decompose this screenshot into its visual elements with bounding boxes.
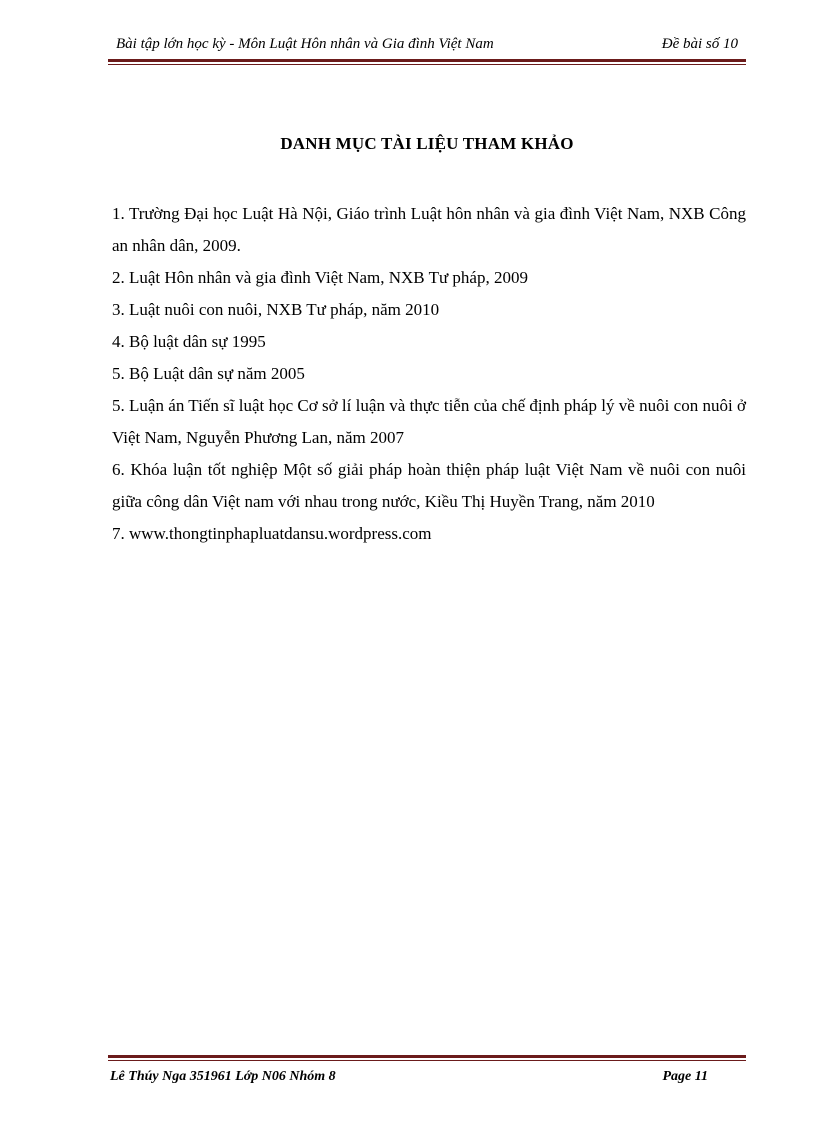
reference-item: 1. Trường Đại học Luật Hà Nội, Giáo trình Luật hôn nhân và gia đình Việt Nam, NXB Công an nhân dân, 2009. bbox=[112, 204, 746, 255]
page-header bbox=[108, 34, 746, 60]
reference-item: 5. Luận án Tiến sĩ luật học Cơ sở lí luận và thực tiễn của chế định pháp lý về nuôi con nuôi ở Việt Nam, Nguyễn Phương Lan, năm 2007 bbox=[112, 396, 746, 447]
reference-list bbox=[112, 198, 746, 550]
footer-page-number: Page 11 bbox=[662, 1069, 708, 1084]
reference-item-url: 7. www.thongtinphapluatdansu.wordpress.com bbox=[112, 524, 432, 543]
page-footer bbox=[108, 1055, 746, 1095]
header-rule-thin bbox=[108, 64, 746, 65]
page-title: DANH MỤC TÀI LIỆU THAM KHẢO bbox=[280, 134, 574, 153]
reference-item: 5. Bộ Luật dân sự năm 2005 bbox=[112, 364, 305, 383]
header-rule-thick bbox=[108, 59, 746, 62]
footer-rule-thick bbox=[108, 1055, 746, 1058]
reference-item: 6. Khóa luận tốt nghiệp Một số giải pháp hoàn thiện pháp luật Việt Nam về nuôi con nuôi giữa công dân Việt nam với nhau trong nước, Kiều Thị Huyền Trang, năm 2010 bbox=[112, 460, 746, 511]
reference-item: 4. Bộ luật dân sự 1995 bbox=[112, 332, 266, 351]
footer-rule-thin bbox=[108, 1060, 746, 1061]
header-assignment-number: Đề bài số 10 bbox=[661, 36, 738, 52]
reference-item: 3. Luật nuôi con nuôi, NXB Tư pháp, năm 2010 bbox=[112, 300, 440, 319]
header-course-title: Bài tập lớn học kỳ - Môn Luật Hôn nhân và Gia đình Việt Nam bbox=[116, 36, 494, 52]
reference-item: 2. Luật Hôn nhân và gia đình Việt Nam, NXB Tư pháp, 2009 bbox=[112, 268, 528, 287]
footer-author: Lê Thúy Nga 351961 Lớp N06 Nhóm 8 bbox=[110, 1069, 336, 1084]
